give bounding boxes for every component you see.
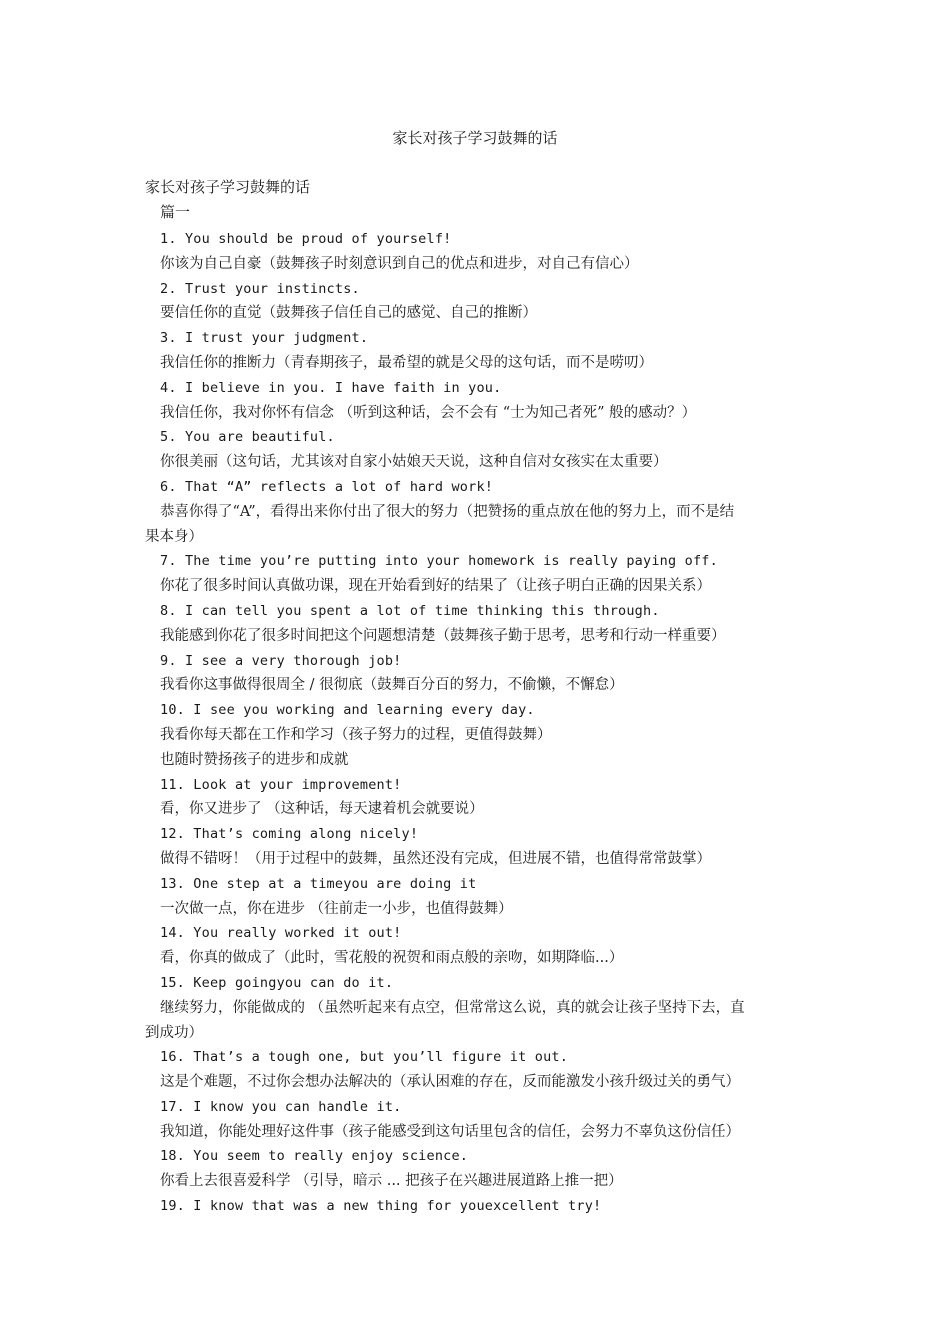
english-phrase-line: 7. The time you’re putting into your homework is really paying off. — [160, 553, 718, 570]
chinese-translation-line: 看，你真的做成了（此时，雪花般的祝贺和雨点般的亲吻，如期降临...） — [160, 950, 624, 967]
english-phrase-line: 3. I trust your judgment. — [160, 330, 369, 347]
chinese-translation-line: 这是个难题，不过你会想办法解决的（承认困难的存在，反而能激发小孩升级过关的勇气） — [160, 1074, 740, 1091]
document-heading: 家长对孩子学习鼓舞的话 — [145, 178, 311, 196]
chinese-translation-line: 我信任你的推断力（青春期孩子，最希望的就是父母的这句话，而不是唠叨） — [160, 354, 653, 371]
english-phrase-line: 13. One step at a timeyou are doing it — [160, 875, 477, 892]
english-phrase-line: 19. I know that was a new thing for youexcellent try! — [160, 1198, 602, 1215]
english-phrase-line: 14. You really worked it out! — [160, 925, 402, 942]
chinese-translation-line: 我知道，你能处理好这件事（孩子能感受到这句话里包含的信任，会努力不辜负这份信任） — [160, 1123, 740, 1140]
english-phrase-line: 12. That’s coming along nicely! — [160, 826, 419, 843]
chinese-translation-line: 做得不错呀！（用于过程中的鼓舞，虽然还没有完成，但进展不错，也值得常常鼓掌） — [160, 850, 711, 867]
english-phrase-line: 17. I know you can handle it. — [160, 1098, 402, 1115]
chinese-translation-line: 我信任你，我对你怀有信念 （听到这种话，会不会有 “士为知己者死” 般的感动？） — [160, 404, 697, 421]
english-phrase-line: 5. You are beautiful. — [160, 429, 335, 446]
section-label: 篇一 — [160, 203, 191, 221]
chinese-translation-line: 看，你又进步了 （这种话，每天逮着机会就要说） — [160, 801, 484, 818]
chinese-translation-line: 也随时赞扬孩子的进步和成就 — [160, 751, 349, 768]
chinese-translation-line: 你很美丽（这句话，尤其该对自家小姑娘天天说，这种自信对女孩实在太重要） — [160, 454, 668, 471]
english-phrase-line: 2. Trust your instincts. — [160, 280, 360, 297]
english-phrase-line: 15. Keep goingyou can do it. — [160, 974, 394, 991]
english-phrase-line: 10. I see you working and learning every day. — [160, 702, 535, 719]
english-phrase-line: 16. That’s a tough one, but you’ll figure it out. — [160, 1049, 569, 1066]
chinese-translation-line: 我能感到你花了很多时间把这个问题想清楚（鼓舞孩子勤于思考，思考和行动一样重要） — [160, 627, 726, 644]
english-phrase-line: 1. You should be proud of yourself! — [160, 231, 452, 247]
chinese-translation-line: 我看你每天都在工作和学习（孩子努力的过程，更值得鼓舞） — [160, 726, 552, 743]
chinese-translation-line: 恭喜你得了“A”，看得出来你付出了很大的努力（把赞扬的重点放在他的努力上，而不是结 — [160, 503, 735, 520]
chinese-translation-line: 果本身） — [145, 528, 203, 545]
chinese-translation-line: 到成功） — [145, 1024, 203, 1041]
english-phrase-line: 4. I believe in you. I have faith in you. — [160, 379, 502, 396]
document-title: 家长对孩子学习鼓舞的话 — [392, 129, 558, 147]
chinese-translation-line: 你看上去很喜爱科学 （引导，暗示 ... 把孩子在兴趣进展道路上推一把） — [160, 1173, 623, 1190]
chinese-translation-line: 我看你这事做得很周全 / 很彻底（鼓舞百分百的努力，不偷懒，不懈怠） — [160, 677, 624, 694]
english-phrase-line: 8. I can tell you spent a lot of time thinking this through. — [160, 602, 660, 619]
chinese-translation-line: 一次做一点，你在进步 （往前走一小步，也值得鼓舞） — [160, 900, 513, 917]
chinese-translation-line: 你花了很多时间认真做功课，现在开始看到好的结果了（让孩子明白正确的因果关系） — [160, 578, 711, 595]
document-body — [145, 227, 810, 1219]
english-phrase-line: 18. You seem to really enjoy science. — [160, 1148, 469, 1165]
english-phrase-line: 6. That “A” reflects a lot of hard work! — [160, 478, 494, 495]
chinese-translation-line: 继续努力，你能做成的 （虽然听起来有点空，但常常这么说，真的就会让孩子坚持下去，直 — [160, 999, 745, 1016]
chinese-translation-line: 你该为自己自豪（鼓舞孩子时刻意识到自己的优点和进步，对自己有信心） — [160, 255, 639, 272]
chinese-translation-line: 要信任你的直觉（鼓舞孩子信任自己的感觉、自己的推断） — [160, 305, 537, 322]
english-phrase-line: 11. Look at your improvement! — [160, 776, 402, 793]
english-phrase-line: 9. I see a very thorough job! — [160, 652, 402, 669]
